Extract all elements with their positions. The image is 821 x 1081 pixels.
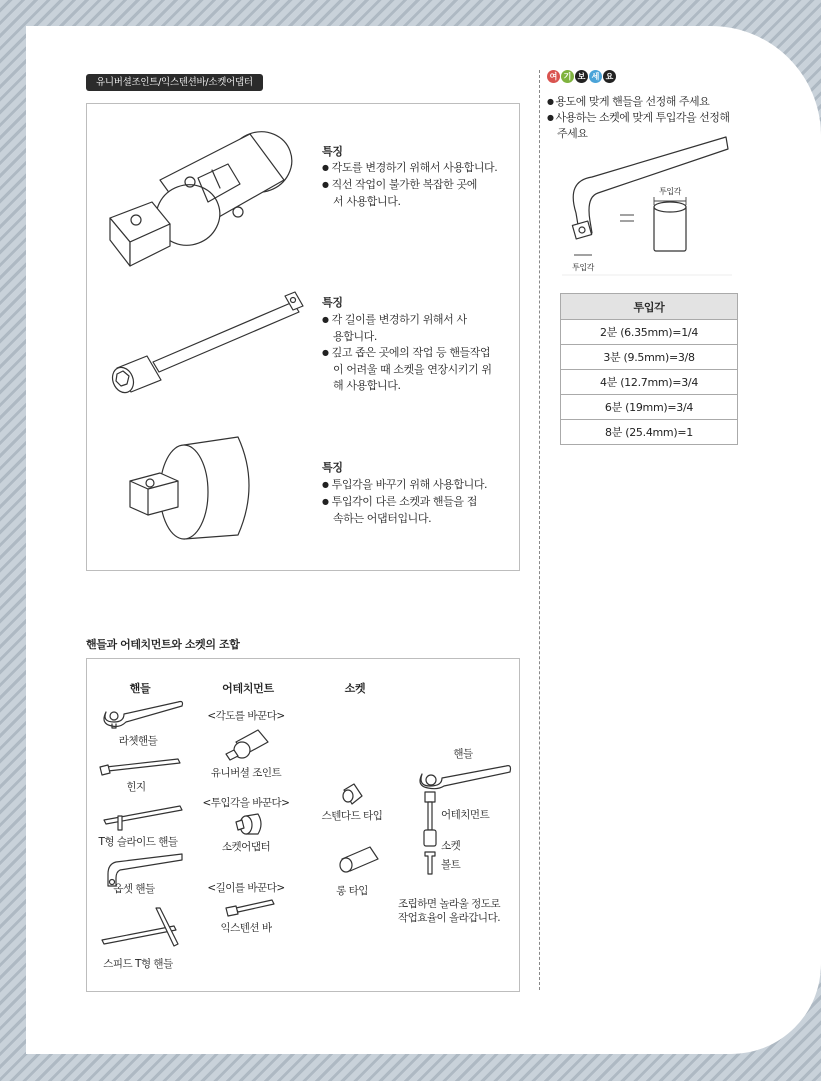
col-head-socket: 소켓 — [344, 682, 366, 695]
feature-list-2 — [322, 312, 497, 394]
tip-item: ● 사용하는 소켓에 맞게 투입각을 선정해 주세요 — [547, 110, 742, 141]
feature-bullet: ● 투입각을 바꾸기 위해 사용합니다. — [322, 477, 512, 494]
tip-badge: 보 — [575, 70, 588, 83]
attachment-caption: <각도를 바꾼다> — [207, 710, 285, 722]
drive-size-diagram — [562, 135, 732, 275]
handle-label: T형 슬라이드 핸들 — [98, 836, 178, 848]
assembly-bolt-label: 볼트 — [441, 859, 461, 871]
feature-bullet: ● 직선 작업이 불가한 복잡한 곳에서 사용합니다. — [322, 177, 483, 210]
feature-title-3: 특징 — [322, 461, 343, 474]
extension-bar-small-icon — [222, 898, 276, 918]
ratchet-handle-icon — [98, 698, 184, 728]
handle-label: 스피드 T형 핸들 — [103, 958, 173, 970]
socket-label: 스텐다드 타입 — [321, 810, 383, 822]
tips-list — [547, 94, 737, 141]
table-row: 8분 (25.4mm)=1 — [561, 420, 738, 445]
feature-bullet: ● 각도를 변경하기 위해서 사용합니다. — [322, 160, 512, 177]
feature-list-1 — [322, 160, 512, 210]
attachment-label: 익스텐션 바 — [220, 922, 272, 934]
table-row: 2분 (6.35mm)=1/4 — [561, 320, 738, 345]
feature-bullet: ● 깊고 좁은 곳에의 작업 등 핸들작업이 어려울 때 소켓을 연장시키기 위해 사용합니다. — [322, 345, 497, 394]
table-row: 3분 (9.5mm)=3/8 — [561, 345, 738, 370]
feature-bullet: ● 투입각이 다른 소켓과 핸들을 접속하는 어댑터입니다. — [322, 494, 483, 527]
feature-title-2: 특징 — [322, 296, 343, 309]
assembly-note: 조립하면 놀라울 정도로 작업효율이 올라갑니다. — [397, 898, 501, 924]
socket-label: 롱 타입 — [336, 885, 368, 897]
assembly-ratchet-icon — [414, 760, 512, 790]
feature-bullet: ● 각 길이를 변경하기 위해서 사용합니다. — [322, 312, 473, 345]
universal-joint-small-icon — [222, 726, 272, 762]
t-slide-handle-icon — [100, 804, 184, 830]
assembly-handle-label: 핸들 — [453, 748, 473, 760]
tip-badge: 기 — [561, 70, 574, 83]
tip-badge: 요 — [603, 70, 616, 83]
section-tag: 유니버셜조인트/익스텐션바/소켓어댑터 — [86, 74, 263, 91]
speed-t-handle-icon — [98, 906, 190, 950]
attachment-label: 유니버셜 조인트 — [210, 767, 282, 779]
combination-title: 핸들과 어테치먼트와 소켓의 조합 — [86, 638, 240, 651]
extension-bar-illustration — [105, 290, 305, 400]
feature-title-1: 특징 — [322, 145, 343, 158]
assembly-attachment-label: 어테치먼트 — [441, 809, 490, 821]
diagram-label-top: 투입각 — [659, 187, 681, 196]
drive-size-table — [560, 293, 738, 445]
attachment-label: 소켓어댑터 — [221, 841, 271, 853]
standard-socket-icon — [340, 782, 364, 806]
table-header: 투입각 — [561, 294, 738, 320]
tip-item: ● 용도에 맞게 핸들을 선정해 주세요 — [547, 94, 737, 110]
long-socket-icon — [336, 845, 380, 875]
handle-label: 라쳇핸들 — [118, 735, 158, 747]
col-head-handle: 핸들 — [129, 682, 151, 695]
diagram-label-bottom: 투입각 — [572, 263, 594, 272]
handle-label: 옵셋 핸들 — [113, 883, 155, 895]
universal-joint-illustration — [100, 120, 300, 280]
handle-label: 힌지 — [126, 781, 146, 793]
tip-badges — [547, 70, 616, 83]
table-row: 6분 (19mm)=3/4 — [561, 395, 738, 420]
attachment-caption: <길이를 바꾼다> — [207, 882, 285, 894]
socket-adapter-small-icon — [234, 812, 264, 836]
column-divider — [539, 70, 540, 990]
hinge-handle-icon — [98, 755, 182, 775]
attachment-caption: <투입각을 바꾼다> — [202, 797, 290, 809]
col-head-attachment: 어테치먼트 — [222, 682, 274, 695]
tip-badge: 세 — [589, 70, 602, 83]
feature-list-3 — [322, 477, 512, 527]
assembly-socket-label: 소켓 — [441, 840, 461, 852]
tip-badge: 여 — [547, 70, 560, 83]
assembly-stack-icon — [422, 790, 438, 886]
socket-adapter-illustration — [120, 435, 270, 545]
table-row: 4분 (12.7mm)=3/4 — [561, 370, 738, 395]
